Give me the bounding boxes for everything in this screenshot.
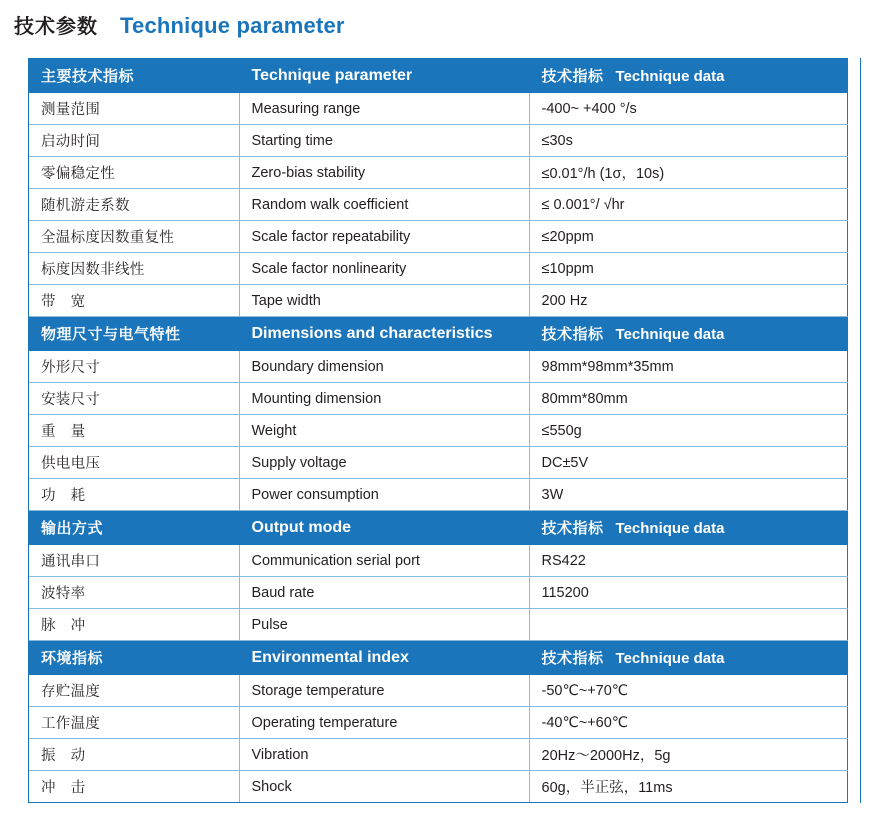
row-label-cn: 外形尺寸: [29, 351, 239, 383]
section-header-cn: 环境指标: [29, 641, 239, 675]
table-row: [29, 157, 847, 189]
row-label-cn: 重 量: [29, 415, 239, 447]
row-label-cn: 带 宽: [29, 285, 239, 317]
specification-table-wrapper: [28, 58, 861, 803]
row-label-en: Communication serial port: [239, 545, 529, 577]
row-value: ≤550g: [529, 415, 847, 447]
row-value: ≤0.01°/h (1σ，10s): [529, 157, 847, 189]
page-title: [0, 0, 875, 58]
row-value: ≤30s: [529, 125, 847, 157]
table-row: [29, 189, 847, 221]
section-header-row: [29, 59, 847, 93]
table-row: [29, 93, 847, 125]
section-header-row: [29, 641, 847, 675]
row-label-en: Power consumption: [239, 479, 529, 511]
row-label-cn: 测量范围: [29, 93, 239, 125]
row-value: 20Hz～2000Hz，5g: [529, 739, 847, 771]
table-row: [29, 351, 847, 383]
row-label-en: Operating temperature: [239, 707, 529, 739]
section-header-en: Output mode: [239, 511, 529, 545]
data-header-en: Technique data: [615, 68, 725, 85]
section-header-row: [29, 511, 847, 545]
row-value: 115200: [529, 577, 847, 609]
row-value: [529, 609, 847, 641]
row-value: 3W: [529, 479, 847, 511]
data-header-cn: 技术指标: [541, 520, 604, 537]
table-row: [29, 771, 847, 803]
row-label-en: Vibration: [239, 739, 529, 771]
table-row: [29, 415, 847, 447]
section-header-cn: 物理尺寸与电气特性: [29, 317, 239, 351]
data-header-cn: 技术指标: [541, 326, 604, 343]
row-label-cn: 功 耗: [29, 479, 239, 511]
table-row: [29, 545, 847, 577]
table-row: [29, 253, 847, 285]
row-label-en: Random walk coefficient: [239, 189, 529, 221]
row-value: 60g，半正弦，11ms: [529, 771, 847, 803]
table-row: [29, 447, 847, 479]
table-row: [29, 285, 847, 317]
row-label-cn: 通讯串口: [29, 545, 239, 577]
row-value: RS422: [529, 545, 847, 577]
row-label-en: Scale factor repeatability: [239, 221, 529, 253]
section-header-data: [529, 511, 847, 545]
section-header-en: Dimensions and characteristics: [239, 317, 529, 351]
data-header-en: Technique data: [615, 650, 725, 667]
data-header-en: Technique data: [615, 520, 725, 537]
row-label-cn: 供电电压: [29, 447, 239, 479]
section-header-data: [529, 59, 847, 93]
table-row: [29, 739, 847, 771]
row-label-cn: 波特率: [29, 577, 239, 609]
row-label-en: Mounting dimension: [239, 383, 529, 415]
section-header-cn: 输出方式: [29, 511, 239, 545]
row-label-cn: 随机游走系数: [29, 189, 239, 221]
row-value: 200 Hz: [529, 285, 847, 317]
row-label-cn: 振 动: [29, 739, 239, 771]
row-label-cn: 零偏稳定性: [29, 157, 239, 189]
row-label-cn: 标度因数非线性: [29, 253, 239, 285]
row-label-en: Supply voltage: [239, 447, 529, 479]
row-label-cn: 存贮温度: [29, 675, 239, 707]
table-row: [29, 479, 847, 511]
row-label-en: Baud rate: [239, 577, 529, 609]
row-label-cn: 脉 冲: [29, 609, 239, 641]
data-header-cn: 技术指标: [541, 650, 604, 667]
table-row: [29, 383, 847, 415]
row-value: -400~ +400 °/s: [529, 93, 847, 125]
row-value: 98mm*98mm*35mm: [529, 351, 847, 383]
row-label-cn: 全温标度因数重复性: [29, 221, 239, 253]
row-label-en: Weight: [239, 415, 529, 447]
row-value: -40℃~+60℃: [529, 707, 847, 739]
row-value: 80mm*80mm: [529, 383, 847, 415]
row-value: ≤20ppm: [529, 221, 847, 253]
row-label-cn: 工作温度: [29, 707, 239, 739]
table-row: [29, 707, 847, 739]
data-header-cn: 技术指标: [541, 68, 604, 85]
row-value: ≤ 0.001°/ √hr: [529, 189, 847, 221]
section-header-en: Environmental index: [239, 641, 529, 675]
row-label-cn: 冲 击: [29, 771, 239, 803]
table-row: [29, 675, 847, 707]
table-row: [29, 577, 847, 609]
row-label-en: Measuring range: [239, 93, 529, 125]
row-value: ≤10ppm: [529, 253, 847, 285]
specification-table: [29, 58, 848, 803]
section-header-en: Technique parameter: [239, 59, 529, 93]
page-title-en: Technique parameter: [120, 13, 345, 38]
row-label-en: Boundary dimension: [239, 351, 529, 383]
section-header-data: [529, 317, 847, 351]
row-label-en: Shock: [239, 771, 529, 803]
section-header-row: [29, 317, 847, 351]
row-label-en: Zero-bias stability: [239, 157, 529, 189]
row-label-en: Pulse: [239, 609, 529, 641]
row-value: -50℃~+70℃: [529, 675, 847, 707]
row-label-cn: 启动时间: [29, 125, 239, 157]
page-title-cn: 技术参数: [14, 16, 98, 38]
data-header-en: Technique data: [615, 326, 725, 343]
table-row: [29, 221, 847, 253]
row-label-en: Scale factor nonlinearity: [239, 253, 529, 285]
row-label-en: Tape width: [239, 285, 529, 317]
row-label-en: Starting time: [239, 125, 529, 157]
table-row: [29, 125, 847, 157]
row-value: DC±5V: [529, 447, 847, 479]
section-header-cn: 主要技术指标: [29, 59, 239, 93]
row-label-en: Storage temperature: [239, 675, 529, 707]
table-row: [29, 609, 847, 641]
row-label-cn: 安装尺寸: [29, 383, 239, 415]
section-header-data: [529, 641, 847, 675]
